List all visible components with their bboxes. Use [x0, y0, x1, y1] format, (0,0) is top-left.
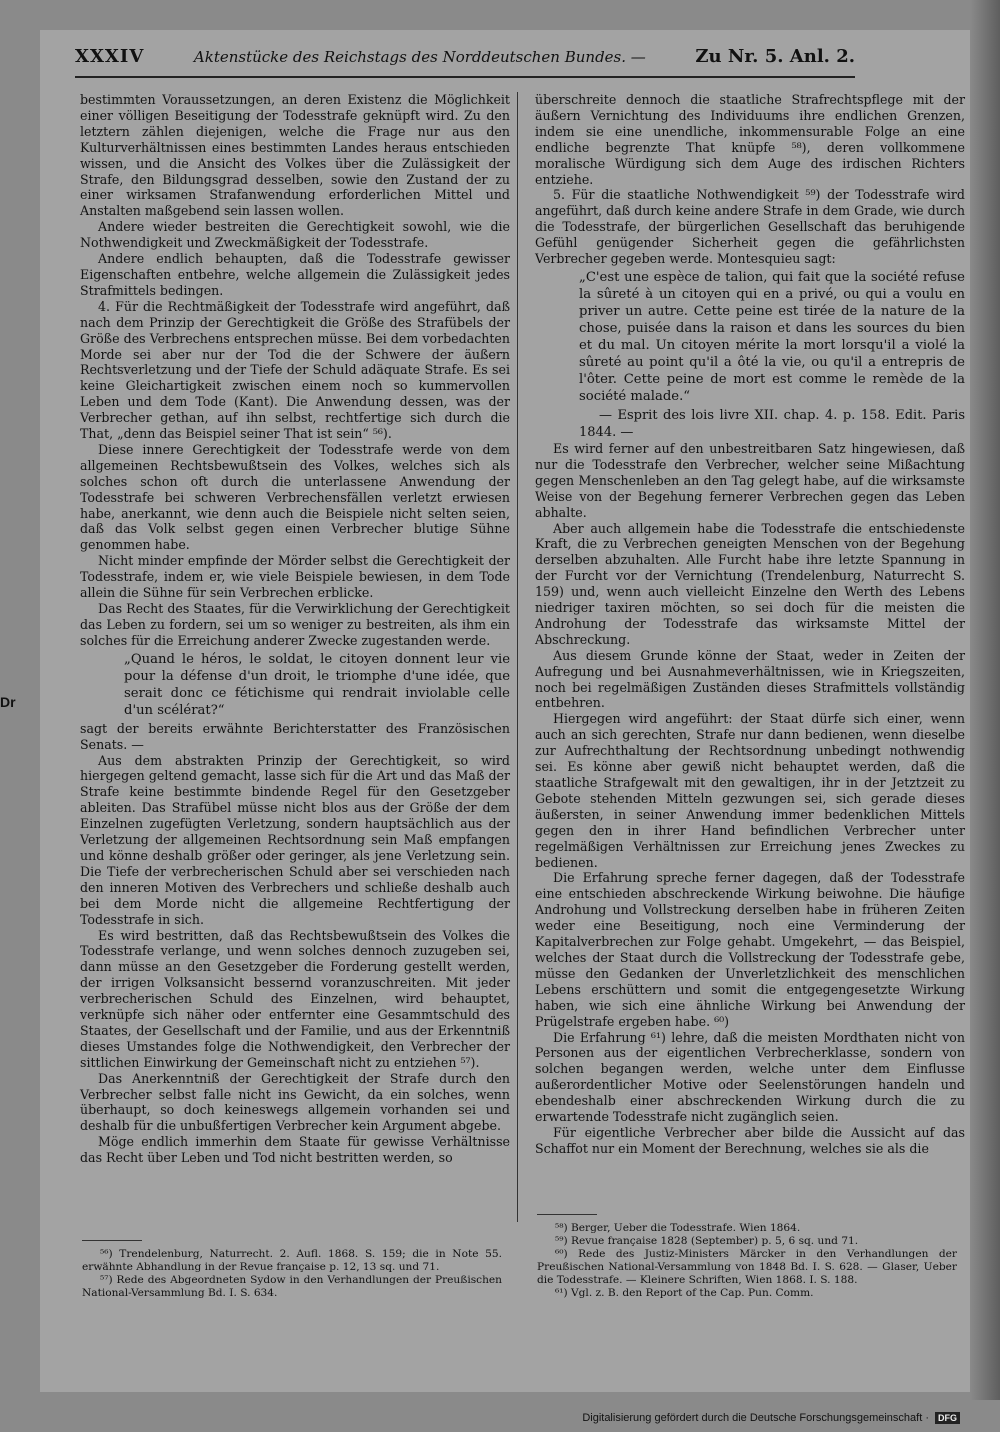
- page-number: XXXIV: [75, 46, 145, 67]
- footer-text: Digitalisierung gefördert durch die Deutsche Forschungsgemeinschaft ·: [582, 1412, 929, 1424]
- scan-edge: [970, 0, 1000, 1400]
- footnote: ⁵⁷) Rede des Abgeordneten Sydow in den Verhandlungen der Preußischen National-Versammlung Bd. I. S. 634.: [82, 1274, 502, 1299]
- page-header: [75, 46, 855, 74]
- margin-mark: Dr: [0, 694, 16, 710]
- paragraph: Die Erfahrung spreche ferner dagegen, daß der Todesstrafe eine entschieden abschreckende Wirkung beiwohne. Die häufige Androhung und Vollstreckung derselben habe in früheren Zeiten weder eine Beseitigung, noch eine Verminderung der Kapitalverbrechen zur Folge gehabt. Umgekehrt, — das Beispiel, welches der Staat durch die Vollstreckung der Todesstrafe gebe, müsse den Gedanken der Unverletzlichkeit des menschlichen Lebens erschüttern und somit die entgegengesetzte Wirkung haben, wie sich eine ähnliche Wirkung bei Anwendung der Prügelstrafe ergeben habe. ⁶⁰): [535, 870, 965, 1029]
- paragraph: „C'est une espèce de talion, qui fait que la société refuse la sûreté à un citoyen qui en a privé, ou qui a voulu en priver un autre. Cette peine est tirée de la nature de la chose, puisée dans la raison et dans les sources du bien et du mal. Un citoyen mérite la mort lorsqu'il a violé la sûreté au point qu'il a ôté la vie, ou qu'il a entrepris de l'ôter. Cette peine de mort est comme le remède de la société malade.“: [579, 269, 965, 404]
- header-rule: [75, 76, 855, 78]
- column-divider: [517, 92, 518, 1222]
- paragraph: „Quand le héros, le soldat, le citoyen donnent leur vie pour la défense d'un droit, le triomphe d'une idée, que serait donc ce fétichisme qui rendrait inviolable celle d'un scélérat?“: [124, 651, 510, 718]
- paragraph: — Esprit des lois livre XII. chap. 4. p. 158. Edit. Paris 1844. —: [579, 407, 965, 440]
- paragraph: Aus dem abstrakten Prinzip der Gerechtigkeit, so wird hiergegen geltend gemacht, lasse sich für die Art und das Maß der Strafe keine bestimmte bindende Regel für den Gesetzgeber ableiten. Das Strafübel müsse nicht blos aus der Größe der dem Einzelnen zugefügten Verletzung, sondern hauptsächlich aus der Verletzung der allgemeinen Rechtsordnung sein Maß empfangen und könne deshalb größer oder geringer, als jene Verletzung sein. Die Tiefe der verbrecherischen Schuld aber sei verschieden nach den inneren Motiven des Verbrechers und schließe deshalb auch bei dem Morde nicht die allgemeine Rechtfertigung der Todesstrafe in sich.: [80, 752, 510, 927]
- paragraph: Das Anerkenntniß der Gerechtigkeit der Strafe durch den Verbrecher selbst falle nicht ins Gewicht, da ein solches, wenn überhaupt, so doch keineswegs allgemein vorhanden sei und deshalb für die unbußfertigen Verbrecher kein Argument abgebe.: [80, 1070, 510, 1134]
- paragraph: überschreite dennoch die staatliche Strafrechtspflege mit der äußern Vernichtung des Individuums ihre endlichen Grenzen, indem sie eine unendliche, inkommensurable Folge an eine endliche begrenzte That knüpfe ⁵⁸), deren vollkommene moralische Würdigung sich dem Auge des irdischen Richters entziehe.: [535, 92, 965, 187]
- dfg-logo: DFG: [935, 1412, 960, 1424]
- left-column: [80, 92, 510, 1166]
- paragraph: bestimmten Voraussetzungen, an deren Existenz die Möglichkeit einer völligen Beseitigung der Todesstrafe geknüpft wird. Zu den letztern zählen diejenigen, welche die Frage nur aus den Kulturverhältnissen eines bestimmten Landes heraus entschieden wissen, und die Ansicht des Volkes über die Zulässigkeit der Strafe, den Bildungsgrad desselben, sowie den Zustand der zu einer wirksamen Strafanwendung erforderlichen Mittel und Anstalten maßgebend sein lassen wollen.: [80, 92, 510, 219]
- paragraph: Nicht minder empfinde der Mörder selbst die Gerechtigkeit der Todesstrafe, indem er, wie viele Beispiele bewiesen, in dem Tode allein die Sühne für sein Verbrechen erblicke.: [80, 553, 510, 601]
- paragraph: Das Recht des Staates, für die Verwirklichung der Gerechtigkeit das Leben zu fordern, sei um so weniger zu bestreiten, als ihm ein solches für die Erreichung anderer Zwecke zugestanden werde.: [80, 601, 510, 648]
- footnote: ⁶⁰) Rede des Justiz-Ministers Märcker in den Verhandlungen der Preußischen National-Versammlung von 1848 Bd. I. S. 628. — Glaser, Ueber die Todesstrafe. — Kleinere Schriften, Wien 1868. I. S. 188.: [537, 1248, 957, 1286]
- paragraph: Für eigentliche Verbrecher aber bilde die Aussicht auf das Schaffot nur ein Moment der Berechnung, welches sie als die: [535, 1124, 965, 1156]
- paragraph: Aber auch allgemein habe die Todesstrafe die entschiedenste Kraft, die zu Verbrechen geneigten Menschen von der Begehung derselben abzuhalten. Alle Furcht habe ihre letzte Spannung in der Furcht vor der Vernichtung (Trendelenburg, Naturrecht S. 159) und, wenn auch vielleicht Einzelne den Werth des Lebens niedriger taxiren möchten, so sei doch für die meisten die Androhung der Todesstrafe das wirksamste Mittel der Abschreckung.: [535, 520, 965, 647]
- right-column: [535, 92, 965, 1157]
- paragraph: Es wird ferner auf den unbestreitbaren Satz hingewiesen, daß nur die Todesstrafe den Verbrecher, welcher seine Mißachtung gegen Menschenleben an den Tag gelegt habe, auf die wirksamste Weise von der Begehung fernerer Verbrechen gegen das Leben abhalte.: [535, 440, 965, 520]
- paragraph: Hiergegen wird angeführt: der Staat dürfe sich einer, wenn auch an sich gerechten, Strafe nur dann bedienen, wenn dieselbe zur Aufrechthaltung der Rechtsordnung unbedingt nothwendig sei. Es könne aber gewiß nicht behauptet werden, daß die staatliche Strafgewalt mit den gewaltigen, ihr in der Jetztzeit zu Gebote stehenden Mitteln gezwungen sei, sich gerade dieses äußersten, in seiner Anwendung immer bedenklichen Mittels gegen den in ihrer Hand befindlichen Verbrecher unter regelmäßigen Verhältnissen zur Erreichung jenes Zweckes zu bedienen.: [535, 711, 965, 870]
- footnote-rule-left: [82, 1240, 142, 1241]
- footnotes-left: [82, 1248, 502, 1300]
- footnote: ⁶¹) Vgl. z. B. den Report of the Cap. Pun. Comm.: [555, 1287, 814, 1299]
- header-issue: Zu Nr. 5. Anl. 2.: [695, 46, 855, 67]
- footnote-rule-right: [537, 1214, 597, 1215]
- header-title: Aktenstücke des Reichstags des Norddeutschen Bundes. —: [193, 48, 646, 66]
- paragraph: Es wird bestritten, daß das Rechtsbewußtsein des Volkes die Todesstrafe verlange, und wenn solches dennoch zuzugeben sei, dann müsse an den Gesetzgeber die Forderung gestellt werden, der irrigen Volksansicht bessernd voranzuschreiten. Mit jeder verbrecherischen Schuld des Einzelnen, wird behauptet, verknüpfe sich näher oder entfernter eine Gesammtschuld des Staates, der Gesellschaft und der Familie, und aus der Erkenntniß dieses Umstandes folge die Nothwendigkeit, den Verbrecher der sittlichen Einwirkung der Gemeinschaft nicht zu entziehen ⁵⁷).: [80, 927, 510, 1070]
- paragraph: Andere endlich behaupten, daß die Todesstrafe gewisser Eigenschaften entbehre, welche allgemein die Zulässigkeit jedes Strafmittels bedingen.: [80, 251, 510, 298]
- paragraph: Aus diesem Grunde könne der Staat, weder in Zeiten der Aufregung und bei Ausnahmeverhältnissen, wie in Kriegszeiten, noch bei regelmäßigen Zuständen dieses Strafmittels vollständig entbehren.: [535, 647, 965, 711]
- paragraph: 5. Für die staatliche Nothwendigkeit ⁵⁹) der Todesstrafe wird angeführt, daß durch keine andere Strafe in dem Grade, wie durch die Todesstrafe, der bürgerlichen Gesellschaft das beruhigende Gefühl genügender Sicherheit gegen die gefährlichsten Verbrecher gegeben werde. Montesquieu sagt:: [535, 187, 965, 267]
- paragraph: Möge endlich immerhin dem Staate für gewisse Verhältnisse das Recht über Leben und Tod nicht bestritten werden, so: [80, 1134, 510, 1166]
- footer: [582, 1412, 960, 1424]
- footnote: ⁵⁹) Revue française 1828 (September) p. 5, 6 sq. und 71.: [555, 1235, 859, 1247]
- paragraph: Diese innere Gerechtigkeit der Todesstrafe werde von dem allgemeinen Rechtsbewußtsein des Volkes, welches sich als solches schon oft durch die unterlassene Anwendung der Todesstrafe bei schweren Verbrechensfällen verletzt erwiesen habe, anerkannt, wie denn auch die Beispiele nicht selten seien, daß das Volk selbst gegen einen Verbrecher blutige Sühne genommen habe.: [80, 441, 510, 553]
- paragraph: Andere wieder bestreiten die Gerechtigkeit sowohl, wie die Nothwendigkeit und Zweckmäßigkeit der Todesstrafe.: [80, 219, 510, 251]
- footnote: ⁵⁸) Berger, Ueber die Todesstrafe. Wien 1864.: [555, 1222, 801, 1234]
- footnotes-right: [537, 1222, 957, 1300]
- paragraph: 4. Für die Rechtmäßigkeit der Todesstrafe wird angeführt, daß nach dem Prinzip der Gerechtigkeit die Größe des Strafübels der Größe des Verbrechens entsprechen müsse. Bei dem vorbedachten Morde sei aber nur der Tod die der Schwere der äußern Rechtsverletzung und der Tiefe der Schuld adäquate Strafe. Es sei keine Gleichartigkeit zwischen einem noch so kummervollen Leben und dem Tode (Kant). Die Anwendung dessen, was der Verbrecher gethan, auf ihn selbst, rechtfertige sich durch die That, „denn das Beispiel seiner That ist sein“ ⁵⁶).: [80, 298, 510, 442]
- paragraph: sagt der bereits erwähnte Berichterstatter des Französischen Senats. —: [80, 720, 510, 752]
- footnote: ⁵⁶) Trendelenburg, Naturrecht. 2. Aufl. 1868. S. 159; die in Note 55. erwähnte Abhandlung in der Revue française p. 12, 13 sq. und 71.: [82, 1248, 502, 1273]
- paragraph: Die Erfahrung ⁶¹) lehre, daß die meisten Mordthaten nicht von Personen aus der eigentlichen Verbrecherklasse, sondern von solchen begangen werden, welche unter dem Einflusse außerordentlicher Motive oder Seelenstörungen handeln und ebendeshalb einer abschreckenden Wirkung durch die zu erwartende Todesstrafe nicht zugänglich seien.: [535, 1029, 965, 1125]
